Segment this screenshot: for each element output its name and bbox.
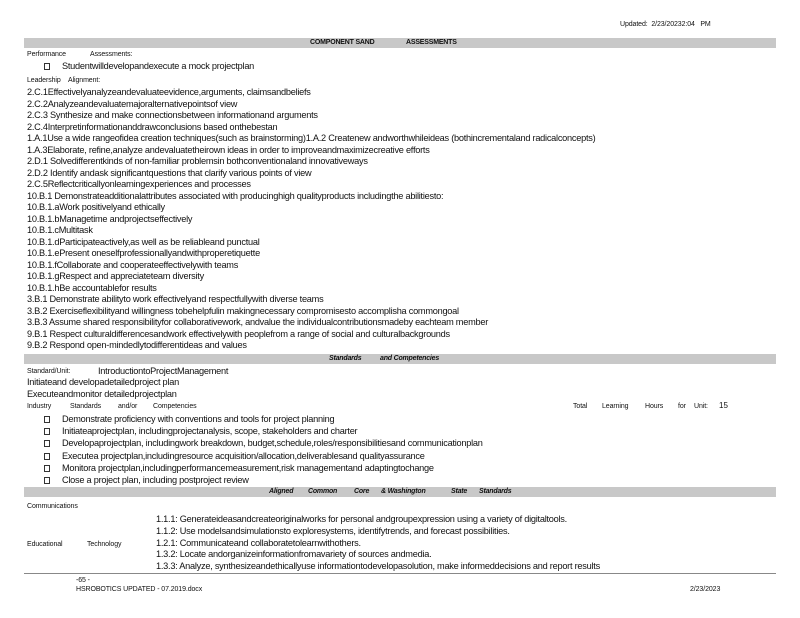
footer-divider: [24, 573, 776, 574]
performance-label: Performance: [27, 51, 66, 58]
bar-state: State: [451, 488, 468, 495]
bar-competencies-label: and Competencies: [380, 355, 440, 362]
unit-title: IntroductiontoProjectManagement: [98, 366, 229, 376]
learning-label: Learning: [602, 403, 629, 410]
footer-date: 2/23/2023: [690, 586, 721, 593]
standard-line: 10.B.1.cMultitask: [27, 225, 93, 235]
footer-filename: HSROBOTICS UPDATED - 07.2019.docx: [76, 586, 203, 593]
standard-line: 3.B.2 Exerciseflexibilityand willingness tobehelpfulin makingnecessary compromisesto accomplisha commongoal: [27, 305, 459, 316]
technology-label: Technology: [87, 541, 122, 548]
standard-line: 2.C.4Interpretinformationanddrawconclusions based onthebestan: [27, 121, 278, 132]
competency-item: Initiateaprojectplan, includingprojectanalysis, scope, stakeholders and charter: [62, 426, 358, 437]
competency-item: Close a project plan, including postproject review: [62, 475, 249, 485]
standard-line: 2.C.2Analyzeandevaluatemajoralternativepointsof view: [27, 98, 238, 109]
bar-washington: & Washington: [381, 488, 426, 495]
alignment-label: Alignment:: [68, 77, 101, 84]
standard-line: 1.A.3Elaborate, refine,analyze andevaluatetheirown ideas in order to improveandmaximizecreative efforts: [27, 144, 430, 155]
standard-line: 3.B.1 Demonstrate abilityto work effectivelyand respectfullywith diverse teams: [27, 294, 324, 304]
industry-label: Industry: [27, 403, 52, 410]
standard-line: 10.B.1.dParticipateactively,as well as be reliableand punctual: [27, 236, 260, 247]
total-label: Total: [573, 403, 588, 410]
standard-line: 2.C.1Effectivelyanalyzeandevaluateevidence,arguments, claimsandbeliefs: [27, 87, 311, 97]
unit-line-1: Initiateand developadetailedproject plan: [27, 377, 179, 387]
checkbox-icon: [44, 477, 50, 484]
andor-label: and/or: [118, 403, 138, 410]
bar-standards: Standards: [479, 488, 512, 495]
checkbox-icon: [44, 428, 50, 435]
standard-line: 10.B.1 Demonstrateadditionalattributes associated with producinghigh qualityproducts includingthe abilitiesto:: [27, 190, 444, 201]
bar-aligned: Aligned: [269, 488, 294, 495]
standard-line: 2.D.1 Solvedifferentkinds of non-familiar problemsin bothconventionaland innovativeways: [27, 156, 368, 166]
standards-label: Standards: [70, 403, 102, 410]
competency-item: Monitora projectplan,includingperformancemeasurement,risk managementand adaptingtochange: [62, 462, 434, 473]
standard-line: 10.B.1.gRespect and appreciateteam diversity: [27, 271, 204, 281]
competency-item: Executea projectplan,includingresource acquisition/allocation,deliverablesand qualityassurance: [62, 450, 425, 461]
bar-assessments-label: ASSESSMENTS: [406, 39, 457, 46]
bar-component-label: COMPONENT SAND: [310, 39, 375, 46]
educational-label: Educational: [27, 541, 63, 548]
aligned-standard-item: 1.1.2: Use modelsandsimulationsto exploresystems, identifytrends, and forecast possibilities.: [156, 525, 510, 536]
standard-line: 10.B.1.ePresent oneselfprofessionallyandwithproperetiquette: [27, 248, 260, 258]
aligned-standard-item: 1.2.1: Communicateand collaboratetolearnwithothers.: [156, 537, 361, 548]
bar-common: Common: [308, 488, 338, 495]
aligned-standard-item: 1.3.3: Analyze, synthesizeandethicallyuse informationtodevelopasolution, make informeddecisions and report results: [156, 561, 600, 572]
standard-unit-label: Standard/Unit:: [27, 368, 71, 375]
component-assessments-bar: [24, 38, 776, 48]
standard-line: 2.C.3 Synthesize and make connectionsbetween informationand arguments: [27, 110, 318, 120]
bar-core: Core: [354, 488, 370, 495]
performance-assessment: Studentwilldevelopandexecute a mock projectplan: [62, 61, 255, 71]
standard-line: 3.B.3 Assume shared responsibilityfor collaborativework, andvalue the individualcontributionsmadeby eachteam member: [27, 317, 488, 327]
bar-standards-label: Standards: [329, 355, 362, 362]
for-label: for: [678, 403, 686, 410]
checkbox-icon: [44, 63, 50, 70]
competencies-label: Competencies: [153, 403, 197, 410]
standards-competencies-bar: [24, 354, 776, 364]
checkbox-icon: [44, 465, 50, 472]
standard-line: 2.D.2 Identify andask significantquestions that clarify various points of view: [27, 167, 312, 178]
assessments-label: Assessments:: [90, 51, 133, 58]
standard-line: 1.A.1Use a wide rangeofidea creation techniques(such as brainstorming)1.A.2 Createnew andworthwhileideas (bothincrementaland radicalconcepts): [27, 133, 596, 143]
checkbox-icon: [44, 416, 50, 423]
standard-line: 2.C.5Reflectcriticallyonlearningexperiences and processes: [27, 179, 251, 189]
standard-line: 9.B.1 Respect culturaldifferencesandwork effectivelywith peoplefrom a range of social and culturalbackgrounds: [27, 328, 450, 339]
competency-item: Developaprojectplan, includingwork breakdown, budget,schedule,roles/responsibilitiesand communicationplan: [62, 438, 483, 449]
standard-line: 10.B.1.aWork positivelyand ethically: [27, 202, 165, 212]
unit-line-2: Executeandmonitor detailedprojectplan: [27, 389, 177, 399]
aligned-standard-item: 1.3.2: Locate andorganizeinformationfromavariety of sources andmedia.: [156, 549, 432, 560]
page-number: -65 -: [76, 577, 90, 584]
standard-line: 10.B.1.hBe accountablefor results: [27, 282, 157, 293]
competency-item: Demonstrate proficiency with conventions and tools for project planning: [62, 414, 335, 424]
hours-value: 15: [719, 401, 728, 410]
standard-line: 10.B.1.bManagetime andprojectseffectively: [27, 213, 193, 224]
aligned-standards-bar: [24, 487, 776, 497]
leadership-label: Leadership: [27, 77, 61, 84]
standard-line: 9.B.2 Respond open-mindedlytodifferentideas and values: [27, 340, 247, 350]
aligned-standard-item: 1.1.1: Generateideasandcreateoriginalworks for personal andgroupexpression using a variety of digitaltools.: [156, 514, 567, 524]
unit-label: Unit:: [694, 403, 708, 410]
checkbox-icon: [44, 453, 50, 460]
updated-label: Updated: 2/23/20232:04 PM: [620, 21, 711, 28]
hours-label: Hours: [645, 403, 664, 410]
standard-line: 10.B.1.fCollaborate and cooperateeffectivelywith teams: [27, 259, 239, 270]
checkbox-icon: [44, 440, 50, 447]
communications-label: Communications: [27, 503, 78, 510]
